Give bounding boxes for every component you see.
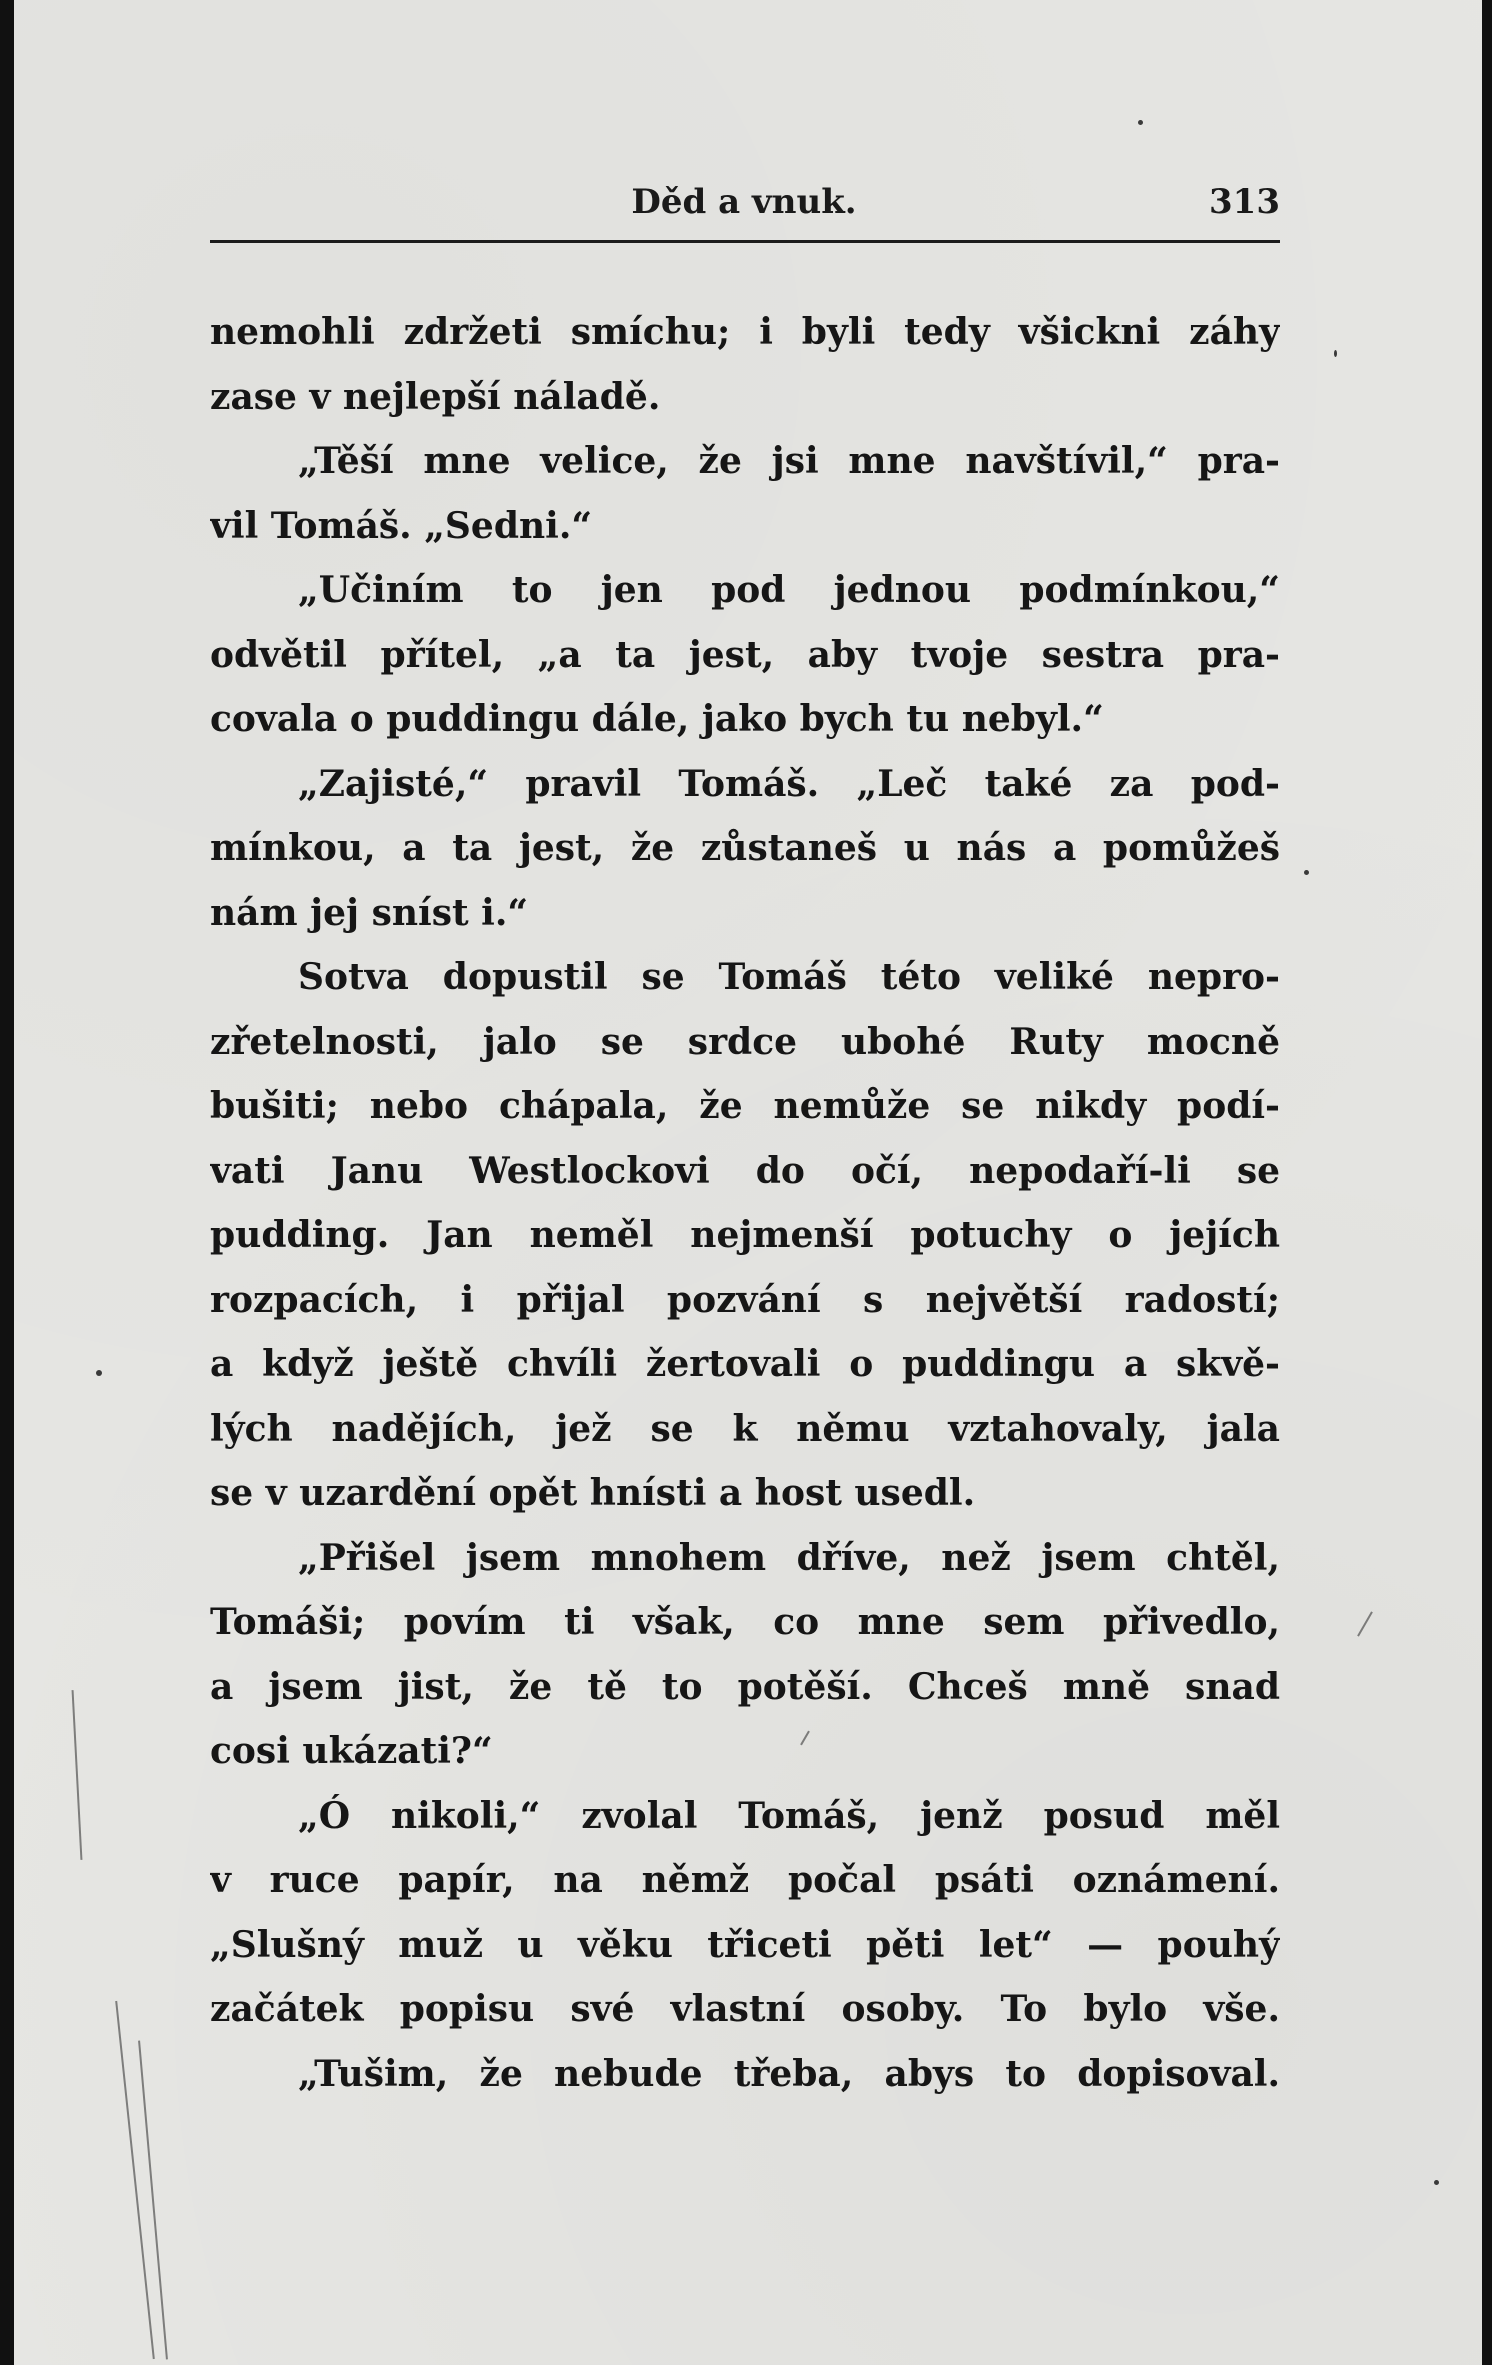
text-line: v ruce papír, na němž počal psáti oznámení.: [210, 1859, 1280, 1901]
scan-border-left: [0, 0, 14, 2365]
body-text: [210, 300, 1280, 2106]
text-line: zase v nejlepší náladě.: [210, 375, 661, 418]
page-header: [208, 178, 1280, 226]
text-line: začátek popisu své vlastní osoby. To bylo vše.: [210, 1988, 1280, 2030]
scan-speck: [1434, 2180, 1439, 2185]
text-line: zřetelnosti, jalo se srdce ubohé Ruty mocně: [210, 1020, 1280, 1063]
text-line: bušiti; nebo chápala, že nemůže se nikdy podí-: [210, 1085, 1280, 1127]
page-number: 313: [1209, 182, 1280, 222]
text-line: vil Tomáš. „Sedni.“: [210, 504, 593, 547]
text-line: odvětil přítel, „a ta jest, aby tvoje sestra pra-: [210, 633, 1280, 676]
text-line: „Učiním to jen pod jednou podmínkou,“: [298, 569, 1280, 611]
text-line: nám jej sníst i.“: [210, 891, 529, 934]
scan-scratch: [115, 2001, 155, 2359]
text-line: vati Janu Westlockovi do očí, nepodaří-li se: [210, 1149, 1280, 1192]
text-line: Sotva dopustil se Tomáš této veliké nepro-: [298, 956, 1280, 998]
text-line: „Přišel jsem mnohem dříve, než jsem chtěl,: [298, 1536, 1280, 1579]
scan-scratch: [72, 1690, 83, 1860]
text-line: covala o puddingu dále, jako bych tu nebyl.“: [210, 698, 1104, 740]
text-line: „Ó nikoli,“ zvolal Tomáš, jenž posud měl: [298, 1794, 1280, 1837]
text-line: „Těší mne velice, že jsi mne navštívil,“ pra-: [298, 440, 1280, 482]
text-line: se v uzardění opět hnísti a host usedl.: [210, 1472, 976, 1514]
text-line: mínkou, a ta jest, že zůstaneš u nás a pomůžeš: [210, 827, 1280, 869]
text-line: „Slušný muž u věku třiceti pěti let“ — pouhý: [210, 1923, 1280, 1966]
book-page: [14, 0, 1482, 2365]
running-title: Děd a vnuk.: [631, 182, 857, 222]
scan-speck: [1304, 870, 1309, 875]
text-line: cosi ukázati?“: [210, 1730, 493, 1772]
text-line: Tomáši; povím ti však, co mne sem přivedlo,: [210, 1601, 1280, 1643]
scan-speck: [96, 1370, 102, 1376]
text-line: lých nadějích, jež se k němu vztahovaly, jala: [210, 1407, 1280, 1450]
text-line: „Tušim, že nebude třeba, abys to dopisoval.: [298, 2052, 1280, 2095]
scan-speck: [1138, 120, 1143, 125]
text-line: rozpacích, i přijal pozvání s největší radostí;: [210, 1278, 1280, 1321]
header-rule: [210, 240, 1280, 243]
text-line: a když ještě chvíli žertovali o puddingu a skvě-: [210, 1343, 1280, 1385]
scan-border-right: [1482, 0, 1492, 2365]
text-line: pudding. Jan neměl nejmenší potuchy o jejích: [210, 1214, 1280, 1256]
scan-scratch: [138, 2041, 168, 2360]
text-line: „Zajisté,“ pravil Tomáš. „Leč také za pod-: [298, 762, 1280, 805]
scan-speck: [1334, 350, 1337, 357]
scan-scratch: [1357, 1611, 1373, 1636]
text-line: nemohli zdržeti smíchu; i byli tedy všickni záhy: [210, 311, 1280, 353]
text-line: a jsem jist, že tě to potěší. Chceš mně snad: [210, 1665, 1280, 1708]
